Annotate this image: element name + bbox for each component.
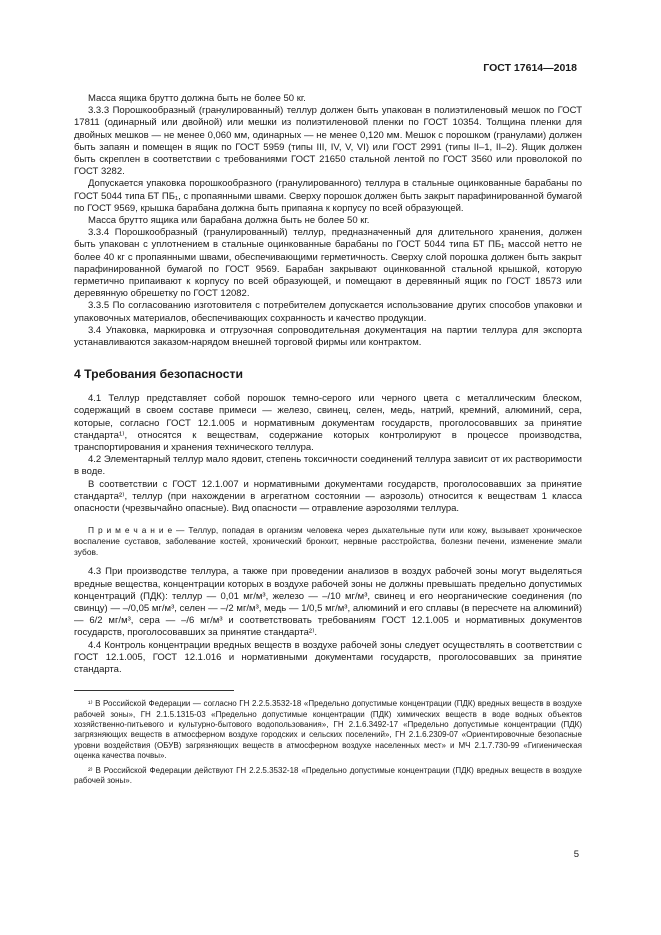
paragraph: Масса ящика брутто должна быть не более 50 кг.	[88, 93, 306, 104]
paragraph-3-4: 3.4 Упаковка, маркировка и отгрузочная сопроводительная документация на партии теллура для экспорта устанавливаются заказом-нарядом внешней торговой фирмы или контрактом.	[74, 324, 582, 349]
paragraph-4-4: 4.4 Контроль концентрации вредных веществ в воздухе рабочей зоны следует осуществлять в соответствии с ГОСТ 12.1.005, ГОСТ 12.1.016 и нормативными документами государств, проголосовавших за принятие стандарта.	[74, 639, 582, 675]
paragraph: В соответствии с ГОСТ 12.1.007 и нормативными документами государств, проголосовавших за принятие стандарта²⁾, теллур (при нахождении в агрегатном состоянии — аэрозоль) относится к веществам 1 класса опасности (чрезвычайно опасные). Вид опасности — отравление аэрозолями теллура.	[74, 478, 582, 515]
paragraph-3-3-5: 3.3.5 По согласованию изготовителя с потребителем допускается использование других способов упаковки и упаковочных материалов, обеспечивающих сохранность и качество продукции.	[74, 300, 582, 324]
paragraph-3-3-3: 3.3.3 Порошкообразный (гранулированный) теллур должен быть упакован в полиэтиленовый мешок по ГОСТ 17811 (одинарный или двойной) или мешки из полиэтиленовой пленки по ГОСТ 10354. Толщина пленки для двойных мешков — не менее 0,060 мм, одинарных — не менее 0,120 мм. Мешок с порошком (гранулами) должен быть запаян и помещен в ящик по ГОСТ 5959 (типы III, IV, V, VI) или ГОСТ 2991 (типы II–1, II–2). Ящик должен быть скреплен в соответствии с требованиями ГОСТ 21650 стальной лентой по ГОСТ 3560 или проволокой по ГОСТ 3282.	[74, 105, 582, 178]
footnote: ²⁾ В Российской Федерации действуют ГН 2.2.5.3532-18 «Предельно допустимые концентрации (ПДК) вредных веществ в воздухе рабочей зоны».	[74, 765, 582, 785]
paragraph-4-3: 4.3 При производстве теллура, а также при проведении анализов в воздух рабочей зоны могут выделяться вредные вещества, концентрации которых в воздухе рабочей зоны не должны превышать предельно допустимых концентраций (ПДК): теллур — 0,01 мг/м³, железо — –/10 мг/м³, свинец и его неорганические соединения (по свинцу) — –/0,05 мг/м³, селен — –/2 мг/м³, медь — 1/0,5 мг/м³, алюминий и его сплавы (в пересчете на алюминий) — 6/2 мг/м³, сера — –/6 мг/м³ и соответствовать требованиям ГОСТ 12.1.005 и нормативных документов государств, проголосовавших за принятие стандарта²⁾.	[74, 566, 582, 639]
section-title: 4 Требования безопасности	[74, 367, 243, 382]
note: П р и м е ч а н и е — Теллур, попадая в организм человека через дыхательные пути или кожу, вызывает хроническое воспаление суставов, заболевание костей, хронический бронхит, нервные расстройства, болезни печени, изменение эмали зубов.	[74, 525, 582, 558]
paragraph: Масса брутто ящика или барабана должна быть не более 50 кг.	[88, 215, 370, 227]
document-body	[74, 93, 582, 790]
document-header-id: ГОСТ 17614—2018	[483, 62, 577, 74]
page-number: 5	[573, 849, 579, 860]
paragraph-4-1: 4.1 Теллур представляет собой порошок темно-серого или черного цвета с металлическим блеском, содержащий в своем составе примеси — железо, свинец, селен, медь, натрий, кремний, алюминий, сера, которые, согласно ГОСТ 12.1.005 и нормативным документам государств, проголосовавших за принятие стандарта¹⁾, относятся к веществам, содержание которых контролируют в процессе производства, транспортирования и хранения технического теллура.	[74, 393, 582, 454]
paragraph: Допускается упаковка порошкообразного (гранулированного) теллура в стальные оцинкованные барабаны по ГОСТ 5044 типа БТ ПБ₁, с пропаянными швами. Сверху порошок должен быть закрыт парафинированной бумагой по ГОСТ 9569, крышка барабана должна быть припаяна к корпусу по всей образующей.	[74, 178, 582, 214]
paragraph-3-3-4: 3.3.4 Порошкообразный (гранулированный) теллур, предназначенный для длительного хранения, должен быть упакован с уплотнением в стальные оцинкованные барабаны по ГОСТ 5044 типа БТ ПБ₁ массой нетто не более 40 кг с пропаянными швами, обеспечивающими герметичность. Сверху слой порошка должен быть закрыт парафинированной бумагой по ГОСТ 9569. Барабан закрывают оцинкованной стальной крышкой, которую герметично припаивают к корпусу по всей образующей, и помещают в деревянный ящик по ГОСТ 18573 или деревянную обрешетку по ГОСТ 12082.	[74, 227, 582, 300]
footnote: ¹⁾ В Российской Федерации — согласно ГН 2.2.5.3532-18 «Предельно допустимые концентрации (ПДК) вредных веществ в воздухе рабочей зоны», ГН 2.1.5.1315-03 «Предельно допустимые концентрации (ПДК) химических веществ в воде водных объектов хозяйственно-питьевого и культурно-бытового водопользования», ГН 2.1.6.3492-17 «Предельно допустимые концентрации (ПДК) загрязняющих веществ в атмосферном воздухе городских и сельских поселений», ГН 2.1.6.2309-07 «Ориентировочные безопасные уровни воздействия (ОБУВ) загрязняющих веществ в атмосферном воздухе населенных мест» и МЧ 2.1.7.730-99 «Гигиеническая оценка качества почвы».	[74, 699, 582, 761]
footnote-divider	[74, 690, 234, 691]
paragraph-4-2: 4.2 Элементарный теллур мало ядовит, степень токсичности соединений теллура зависит от их растворимости в воде.	[74, 454, 582, 478]
